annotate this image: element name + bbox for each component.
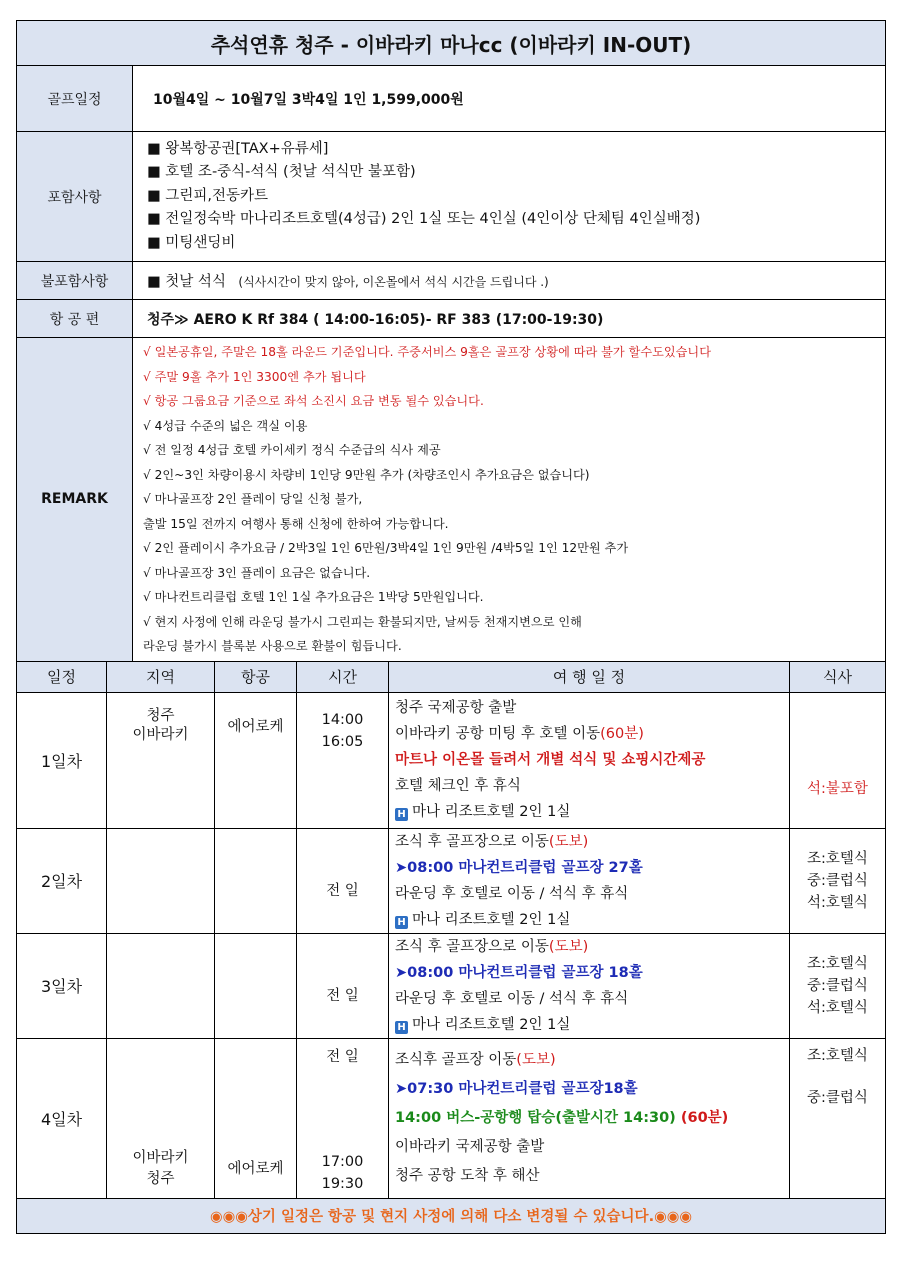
day3-airline	[215, 933, 297, 1038]
remark-line: √ 마나컨트리클럽 호텔 1인 1실 추가요금은 1박당 5만원입니다.	[143, 590, 484, 604]
day2-row	[17, 828, 886, 933]
header-day: 일정	[17, 661, 107, 692]
day2-airline	[215, 828, 297, 933]
golf-schedule-label: 골프일정	[17, 66, 133, 132]
plan-text: 조식후 골프장 이동	[395, 1051, 517, 1068]
remark-line: √ 항공 그룹요금 기준으로 좌석 소진시 요금 변동 될수 있습니다.	[143, 394, 484, 408]
meal-breakfast: 조:호텔식	[807, 955, 868, 972]
remark-line: 출발 15일 전까지 여행사 통해 신청에 한하여 가능합니다.	[143, 516, 449, 531]
plan-line: 호텔 체크인 후 휴식	[395, 778, 521, 794]
plan-line	[389, 1046, 789, 1075]
day-label: 3일차	[17, 933, 107, 1038]
included-item: ■ 전일정숙박 마나리조트호텔(4성급) 2인 1실 또는 4인실 (4인이상 단체팀 4인실배정)	[147, 211, 701, 228]
day4-plan	[389, 1038, 790, 1198]
included-item: ■ 미팅샌딩비	[147, 234, 236, 251]
depart-time: 14:00	[321, 711, 364, 728]
plan-line: 이바라키 국제공항 출발	[395, 1138, 545, 1155]
arrive-time: 19:30	[321, 1175, 364, 1192]
included-item: ■ 왕복항공권[TAX+유류세]	[147, 140, 329, 157]
hotel-text: 마나 리조트호텔 2인 1실	[412, 804, 571, 820]
included-item: ■ 호텔 조-중식-석식 (첫날 석식만 불포함)	[147, 164, 416, 181]
plan-text: 조식 후 골프장으로 이동	[395, 833, 549, 850]
day1-plan	[389, 692, 790, 828]
info-table	[16, 20, 886, 662]
plan-line: 라운딩 후 호텔로 이동 / 석식 후 휴식	[395, 885, 629, 902]
day3-meal	[790, 933, 886, 1038]
header-region: 지역	[107, 661, 215, 692]
day3-time: 전 일	[297, 933, 389, 1038]
remark-line: √ 마나골프장 3인 플레이 요금은 없습니다.	[143, 565, 371, 580]
footer-notice: ◉◉◉상기 일정은 항공 및 현지 사정에 의해 다소 변경될 수 있습니다.◉◉◉	[17, 1198, 886, 1233]
plan-text: 조식 후 골프장으로 이동	[395, 938, 549, 955]
plan-line	[389, 799, 789, 825]
header-time: 시간	[297, 661, 389, 692]
included-item: ■ 그린피,전동카트	[147, 187, 268, 204]
plan-line	[389, 934, 789, 960]
plan-line: ➤08:00 마나컨트리클럽 골프장 18홀	[395, 964, 643, 981]
flight-label: 항 공 편	[17, 300, 133, 338]
remark-line: 라운딩 불가시 블록분 사용으로 환불이 힘듭니다.	[143, 639, 402, 653]
not-included-note: (식사시간이 맞지 않아, 이온몰에서 석식 시간을 드립니다 .)	[238, 275, 549, 289]
remark-line: √ 2인~3인 차량이용시 차량비 1인당 9만원 추가 (차량조인시 추가요금은 없습니다)	[143, 467, 590, 482]
bus-text: 14:00 버스-공항행 탑승(출발시간 14:30)	[395, 1109, 676, 1126]
not-included-main: ■ 첫날 석식	[147, 274, 226, 290]
plan-line: 청주 국제공항 출발	[395, 700, 517, 716]
header-meal: 식사	[790, 661, 886, 692]
remark-line: √ 주말 9홀 추가 1인 3300엔 추가 됩니다	[143, 369, 366, 384]
remark-line: √ 마나골프장 2인 플레이 당일 신청 불가,	[143, 492, 363, 506]
hotel-text: 마나 리조트호텔 2인 1실	[412, 1016, 571, 1033]
region-to: 이바라키	[132, 726, 189, 743]
day4-row	[17, 1038, 886, 1198]
day2-plan	[389, 828, 790, 933]
plan-line: 마트나 이온몰 들려서 개별 석식 및 쇼핑시간제공	[395, 752, 706, 768]
day2-region	[107, 828, 215, 933]
day1-row	[17, 692, 886, 828]
page-title: 추석연휴 청주 - 이바라키 마나cc (이바라키 IN-OUT)	[17, 21, 886, 66]
remark-line: √ 현지 사정에 인해 라운딩 불가시 그린피는 환불되지만, 날씨등 천재지변으로 인해	[143, 614, 582, 629]
remark-line: √ 일본공휴일, 주말은 18홀 라운드 기준입니다. 주중서비스 9홀은 골프장 상황에 따라 불가 할수도있습니다	[143, 345, 711, 359]
meal-dinner: 석:호텔식	[807, 894, 868, 911]
day3-plan	[389, 933, 790, 1038]
day4-airline: 에어로케	[215, 1038, 297, 1198]
remark-label: REMARK	[17, 338, 133, 662]
day1-airline: 에어로케	[215, 692, 297, 828]
day-label: 4일차	[17, 1038, 107, 1198]
meal-lunch: 중:클럽식	[807, 872, 868, 889]
day1-meal: 석:불포함	[790, 692, 886, 828]
remark-line: √ 4성급 수준의 넓은 객실 이용	[143, 418, 308, 433]
plan-duration: (60분)	[600, 726, 644, 742]
not-included-label: 불포함사항	[17, 262, 133, 300]
remark-list	[133, 338, 886, 662]
day-label: 1일차	[17, 692, 107, 828]
depart-time: 17:00	[321, 1153, 364, 1170]
plan-walk: (도보)	[516, 1051, 556, 1068]
remark-line: √ 전 일정 4성급 호텔 카이세키 정식 수준급의 식사 제공	[143, 443, 441, 457]
plan-line	[389, 907, 789, 933]
hotel-text: 마나 리조트호텔 2인 1실	[412, 911, 571, 928]
hotel-icon: H	[395, 808, 408, 821]
not-included-value	[133, 262, 886, 300]
hotel-icon: H	[395, 1021, 408, 1034]
day2-meal	[790, 828, 886, 933]
header-airline: 항공	[215, 661, 297, 692]
plan-line	[389, 1012, 789, 1038]
plan-walk: (도보)	[548, 833, 589, 850]
flight-value: 청주≫ AERO K Rf 384 ( 14:00-16:05)- RF 383 (17:00-19:30)	[133, 300, 886, 338]
day4-region	[107, 1038, 215, 1198]
plan-text: 이바라키 공항 미팅 후 호텔 이동	[395, 726, 601, 742]
meal-breakfast: 조:호텔식	[807, 1047, 868, 1064]
itinerary-document	[16, 20, 886, 1234]
day1-region	[107, 692, 215, 828]
plan-line	[389, 1104, 789, 1133]
region-from: 이바라키	[132, 1149, 189, 1166]
meal-breakfast: 조:호텔식	[807, 850, 868, 867]
schedule-table	[16, 661, 886, 1234]
plan-line	[389, 829, 789, 855]
golf-schedule-value: 10월4일 ~ 10월7일 3박4일 1인 1,599,000원	[133, 66, 886, 132]
header-itinerary: 여 행 일 정	[389, 661, 790, 692]
time-fullday: 전 일	[326, 1048, 359, 1065]
plan-line: 라운딩 후 호텔로 이동 / 석식 후 휴식	[395, 990, 629, 1007]
day1-time	[297, 692, 389, 828]
plan-line: ➤07:30 마나컨트리클럽 골프장18홀	[395, 1080, 638, 1097]
meal-dinner: 석:호텔식	[807, 999, 868, 1016]
plan-line: 청주 공항 도착 후 해산	[395, 1167, 540, 1184]
day-label: 2일차	[17, 828, 107, 933]
plan-line	[389, 721, 789, 747]
remark-line: √ 2인 플레이시 추가요금 / 2박3일 1인 6만원/3박4일 1인 9만원 /4박5일 1인 12만원 추가	[143, 541, 629, 555]
day3-row	[17, 933, 886, 1038]
arrive-time: 16:05	[321, 733, 364, 750]
region-to: 청주	[146, 1170, 175, 1187]
day4-meal	[790, 1038, 886, 1198]
included-list	[133, 132, 886, 262]
day2-time: 전 일	[297, 828, 389, 933]
region-from: 청주	[146, 707, 175, 724]
plan-line: ➤08:00 마나컨트리클럽 골프장 27홀	[395, 859, 643, 876]
plan-walk: (도보)	[548, 938, 589, 955]
hotel-icon: H	[395, 916, 408, 929]
day4-time	[297, 1038, 389, 1198]
day3-region	[107, 933, 215, 1038]
meal-lunch: 중:클럽식	[807, 977, 868, 994]
bus-duration: (60분)	[675, 1109, 729, 1126]
meal-lunch: 중:클럽식	[807, 1089, 868, 1106]
included-label: 포함사항	[17, 132, 133, 262]
